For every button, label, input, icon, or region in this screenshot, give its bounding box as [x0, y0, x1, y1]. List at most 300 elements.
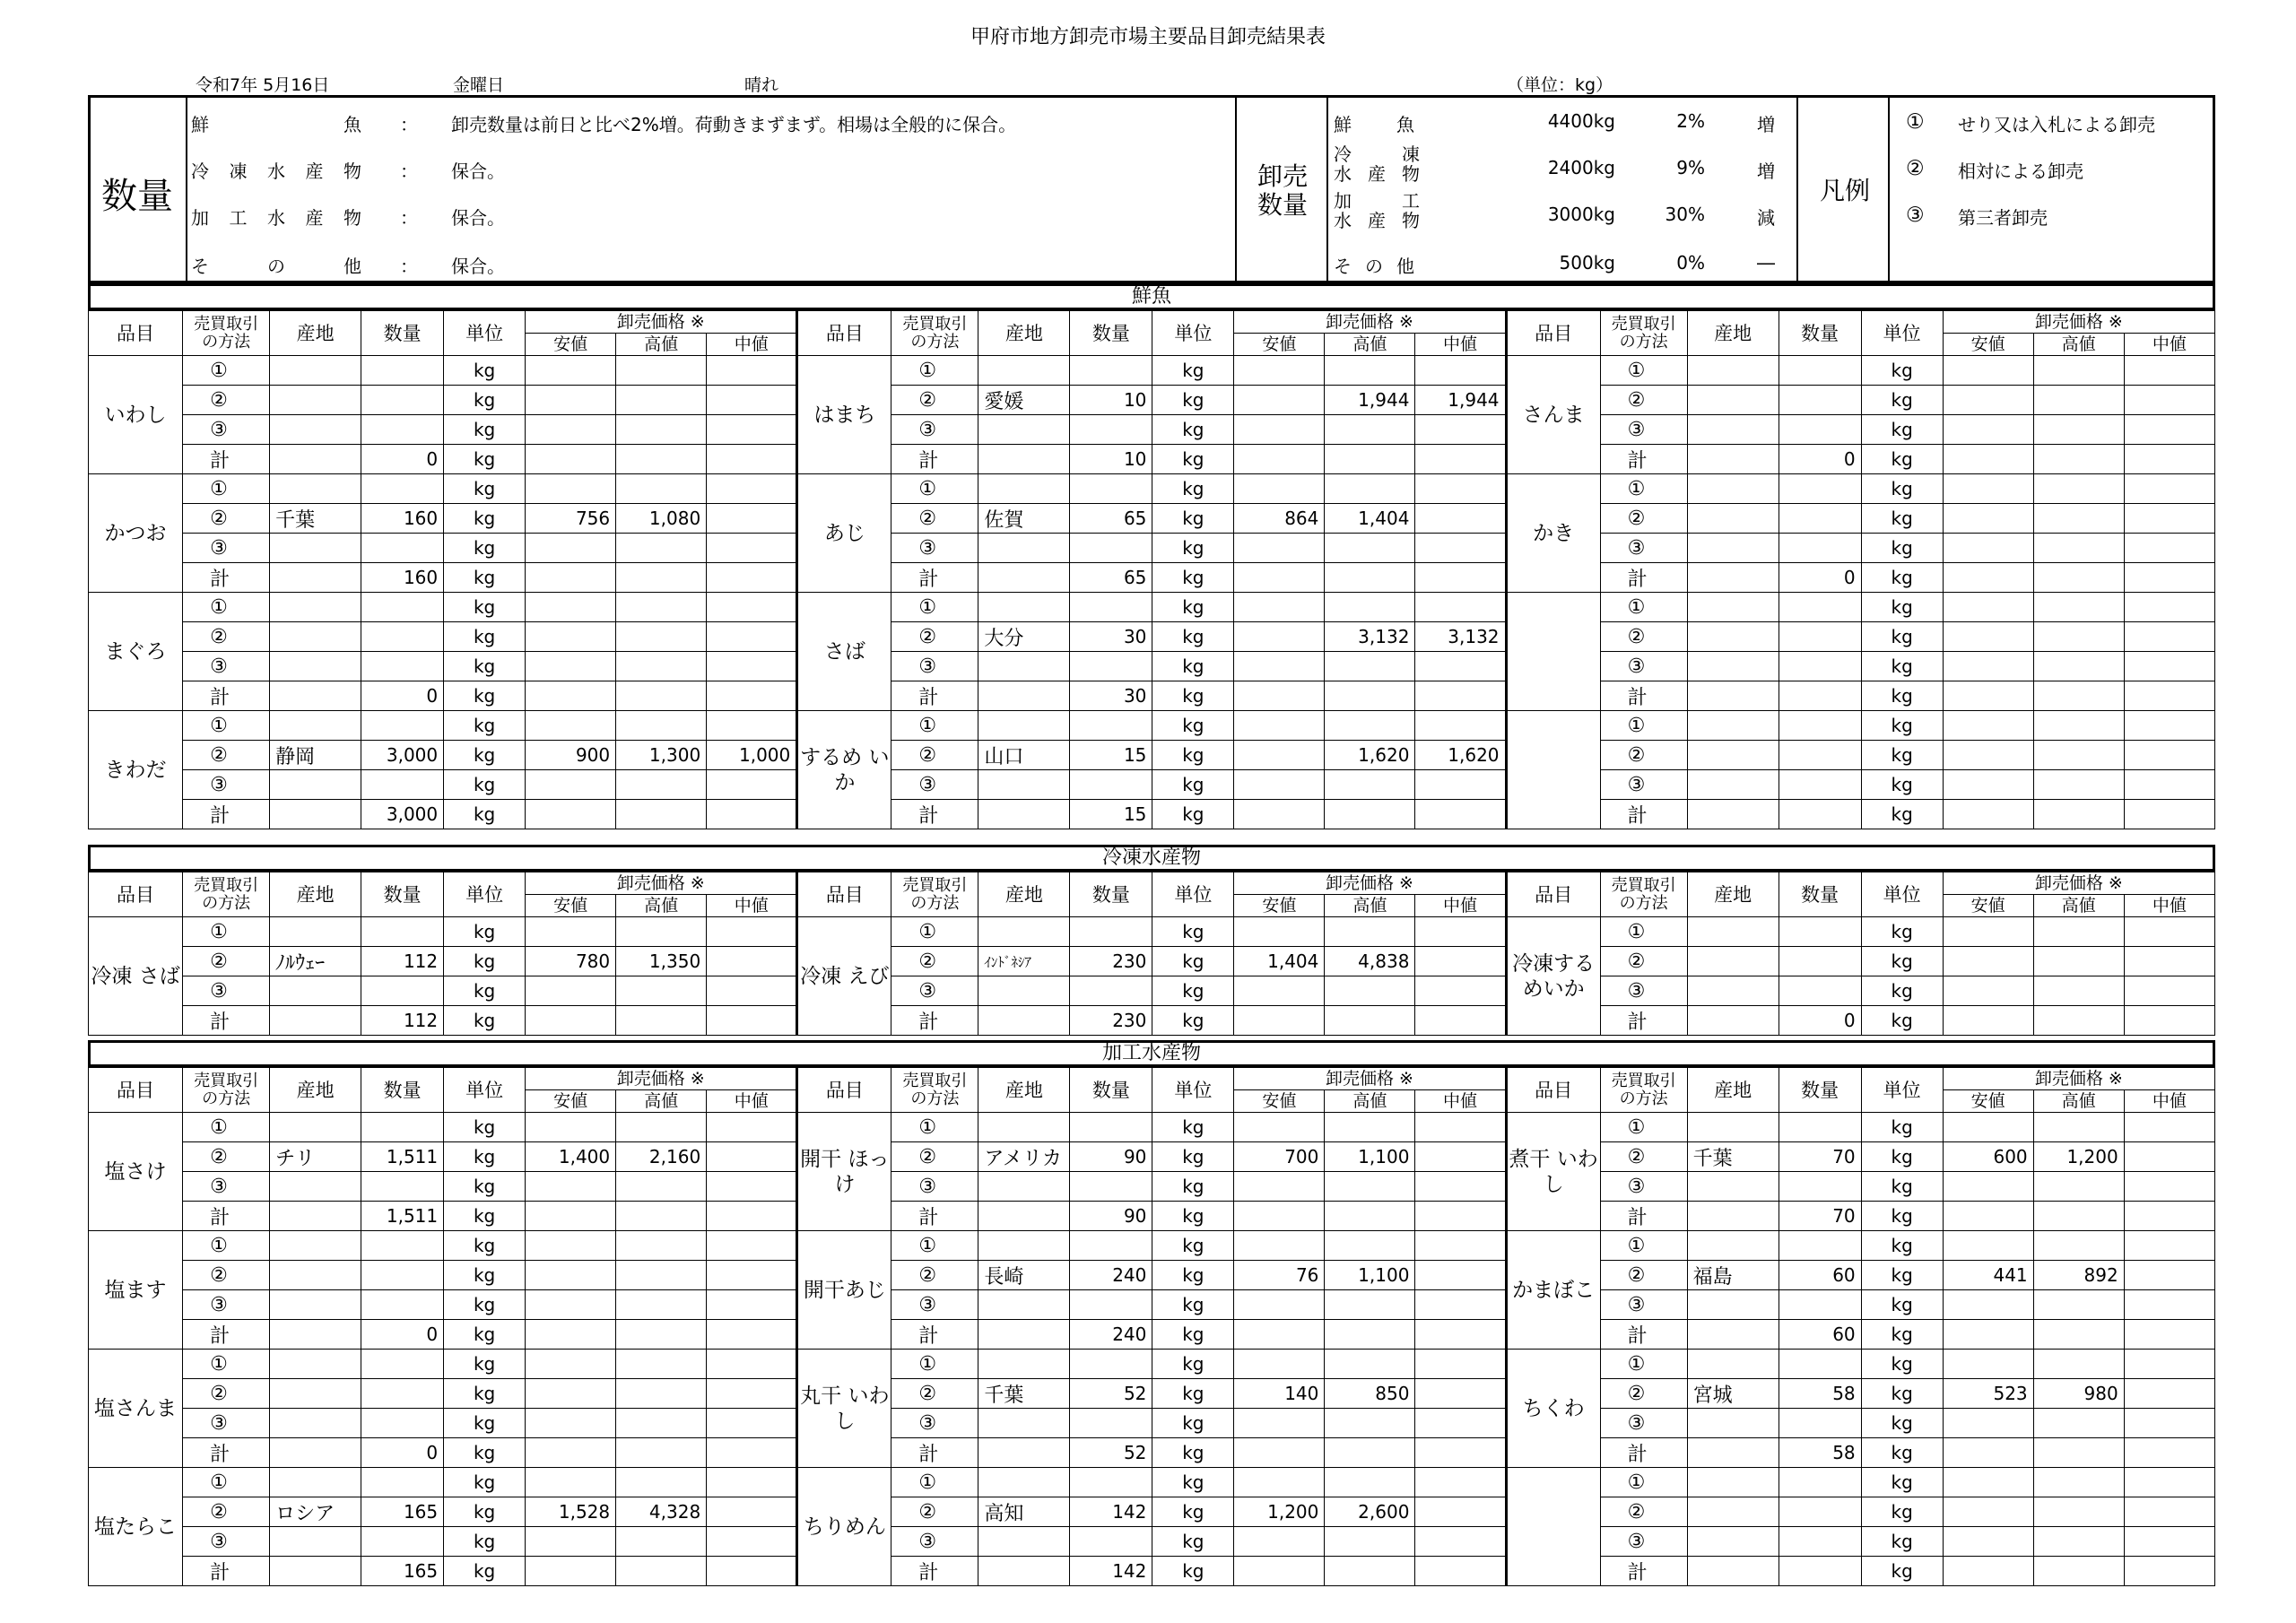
origin-cell: [270, 534, 361, 563]
unit-cell: kg: [1152, 1527, 1234, 1557]
col-header-origin: 産地: [270, 1068, 361, 1113]
low-price-cell: 864: [1234, 504, 1325, 534]
mid-price-cell: [1415, 563, 1506, 593]
qty-cell: [361, 770, 444, 800]
high-price-cell: [2033, 917, 2124, 947]
table-row: [89, 1497, 2215, 1527]
origin-cell: [270, 976, 361, 1006]
item-name: かき: [1506, 474, 1600, 593]
origin-cell: [270, 445, 361, 474]
high-price-cell: [2033, 741, 2124, 770]
item-name: 塩ます: [89, 1231, 183, 1350]
volume-qty: 500kg: [1559, 252, 1615, 273]
high-price-cell: [616, 356, 707, 386]
unit-cell: kg: [1152, 681, 1234, 711]
qty-cell: [1779, 1557, 1861, 1586]
origin-cell: [978, 1202, 1070, 1231]
low-price-cell: [1943, 711, 2033, 741]
mid-price-cell: [707, 445, 797, 474]
low-price-cell: [1234, 711, 1325, 741]
table-row: [89, 593, 2215, 622]
origin-cell: [270, 1261, 361, 1290]
qty-cell: [1779, 1290, 1861, 1320]
col-header-qty: 数量: [1779, 1068, 1861, 1113]
low-price-cell: [526, 1202, 616, 1231]
high-price-cell: [2033, 1320, 2124, 1350]
high-price-cell: [616, 1438, 707, 1468]
method-cell: 計: [891, 1557, 978, 1586]
col-header-method-label: 売買取引 の方法: [194, 314, 259, 352]
qty-cell: [1070, 356, 1152, 386]
method-cell: ②: [183, 741, 270, 770]
qty-cell: [1779, 1172, 1861, 1202]
high-price-cell: [1325, 711, 1415, 741]
qty-cell: 240: [1070, 1320, 1152, 1350]
origin-cell: 千葉: [270, 504, 361, 534]
origin-cell: [270, 711, 361, 741]
col-header-mid: 中値: [707, 1090, 797, 1113]
col-header-low: 安値: [1943, 895, 2033, 917]
qty-cell: 52: [1070, 1438, 1152, 1468]
qty-cell: 142: [1070, 1557, 1152, 1586]
low-price-cell: [526, 415, 616, 445]
low-price-cell: 140: [1234, 1379, 1325, 1409]
comment-text: 保合。: [451, 256, 505, 277]
legend-label: 凡例: [1819, 176, 1870, 205]
origin-cell: [1687, 976, 1779, 1006]
mid-price-cell: [1415, 947, 1506, 976]
table-row: [89, 356, 2215, 386]
method-cell: ③: [891, 770, 978, 800]
mid-price-cell: [1415, 976, 1506, 1006]
method-cell: 計: [891, 1320, 978, 1350]
qty-cell: [1070, 593, 1152, 622]
table-row: [89, 770, 2215, 800]
method-cell: ①: [1600, 917, 1687, 947]
method-cell: ②: [183, 386, 270, 415]
mid-price-cell: [2124, 356, 2214, 386]
column-header-row: [89, 1068, 2215, 1090]
low-price-cell: [1234, 1468, 1325, 1497]
unit-cell: kg: [444, 711, 526, 741]
origin-cell: [1687, 1290, 1779, 1320]
mid-price-cell: [2124, 800, 2214, 829]
unit-cell: kg: [1152, 1350, 1234, 1379]
method-cell: ③: [183, 415, 270, 445]
mid-price-cell: [2124, 386, 2214, 415]
frozen-table: [88, 872, 2215, 1036]
mid-price-cell: [1415, 1497, 1506, 1527]
high-price-cell: [1325, 1172, 1415, 1202]
qty-cell: [1779, 976, 1861, 1006]
col-header-low: 安値: [1234, 1090, 1325, 1113]
unit-cell: kg: [444, 1261, 526, 1290]
high-price-cell: 1,404: [1325, 504, 1415, 534]
method-cell: ②: [891, 622, 978, 652]
method-cell: ①: [1600, 1231, 1687, 1261]
low-price-cell: 756: [526, 504, 616, 534]
mid-price-cell: [1415, 1142, 1506, 1172]
item-name: さんま: [1506, 356, 1600, 474]
mid-price-cell: [1415, 1172, 1506, 1202]
low-price-cell: [1943, 504, 2033, 534]
col-header-origin: 産地: [1687, 1068, 1779, 1113]
method-cell: 計: [1600, 1557, 1687, 1586]
unit-cell: kg: [1152, 386, 1234, 415]
low-price-cell: [1943, 622, 2033, 652]
high-price-cell: [616, 622, 707, 652]
low-price-cell: [1234, 1527, 1325, 1557]
item-name: 丸干 いわし: [797, 1350, 891, 1468]
low-price-cell: [526, 474, 616, 504]
method-cell: ①: [183, 1231, 270, 1261]
unit-cell: kg: [1861, 1497, 1943, 1527]
col-header-mid: 中値: [1415, 1090, 1506, 1113]
low-price-cell: [1943, 386, 2033, 415]
method-cell: ③: [891, 976, 978, 1006]
low-price-cell: [1234, 1438, 1325, 1468]
col-header-price: 卸売価格 ※: [1234, 311, 1506, 334]
low-price-cell: [1234, 741, 1325, 770]
origin-cell: [1687, 711, 1779, 741]
low-price-cell: [1943, 474, 2033, 504]
unit-cell: kg: [1861, 917, 1943, 947]
table-row: [89, 1231, 2215, 1261]
high-price-cell: [2033, 474, 2124, 504]
high-price-cell: [1325, 917, 1415, 947]
col-header-low: 安値: [1234, 895, 1325, 917]
high-price-cell: [1325, 1006, 1415, 1036]
high-price-cell: [1325, 1527, 1415, 1557]
high-price-cell: [616, 474, 707, 504]
low-price-cell: [1234, 415, 1325, 445]
method-cell: ①: [183, 1468, 270, 1497]
low-price-cell: [526, 1409, 616, 1438]
origin-cell: [1687, 1350, 1779, 1379]
high-price-cell: [616, 1557, 707, 1586]
col-header-mid: 中値: [2124, 1090, 2214, 1113]
qty-cell: 58: [1779, 1438, 1861, 1468]
low-price-cell: [1234, 681, 1325, 711]
col-header-qty: 数量: [1070, 872, 1152, 917]
high-price-cell: [1325, 976, 1415, 1006]
high-price-cell: [616, 1006, 707, 1036]
origin-cell: [270, 622, 361, 652]
qty-cell: [361, 1468, 444, 1497]
unit-cell: kg: [444, 681, 526, 711]
method-cell: ③: [891, 1409, 978, 1438]
col-header-method: [1600, 311, 1687, 356]
qty-cell: [1779, 1113, 1861, 1142]
col-header-unit: 単位: [1152, 311, 1234, 356]
method-cell: ①: [1600, 1350, 1687, 1379]
qty-cell: [1070, 1409, 1152, 1438]
qty-cell: 90: [1070, 1202, 1152, 1231]
high-price-cell: [616, 563, 707, 593]
mid-price-cell: 1,620: [1415, 741, 1506, 770]
table-row: [89, 741, 2215, 770]
qty-cell: [1070, 1231, 1152, 1261]
mid-price-cell: [1415, 534, 1506, 563]
mid-price-cell: [1415, 770, 1506, 800]
column-header-row: [89, 311, 2215, 334]
mid-price-cell: [707, 1231, 797, 1261]
qty-cell: 0: [1779, 445, 1861, 474]
col-header-item: 品目: [797, 311, 891, 356]
method-cell: ②: [183, 504, 270, 534]
origin-cell: 山口: [978, 741, 1070, 770]
unit-cell: kg: [444, 474, 526, 504]
volume-dir: ―: [1757, 252, 1775, 273]
origin-cell: 千葉: [1687, 1142, 1779, 1172]
high-price-cell: [616, 976, 707, 1006]
qty-cell: 65: [1070, 563, 1152, 593]
low-price-cell: [1234, 445, 1325, 474]
high-price-cell: [2033, 681, 2124, 711]
qty-cell: [361, 622, 444, 652]
unit-cell: kg: [1152, 534, 1234, 563]
table-row: [89, 976, 2215, 1006]
unit-cell: kg: [444, 415, 526, 445]
unit-cell: kg: [1152, 415, 1234, 445]
method-cell: ③: [183, 652, 270, 681]
method-cell: 計: [891, 1202, 978, 1231]
high-price-cell: [2033, 652, 2124, 681]
low-price-cell: 1,528: [526, 1497, 616, 1527]
unit-cell: kg: [1152, 1172, 1234, 1202]
unit-cell: kg: [1152, 1202, 1234, 1231]
qty-cell: [1779, 1497, 1861, 1527]
origin-cell: 佐賀: [978, 504, 1070, 534]
mid-price-cell: [1415, 474, 1506, 504]
method-cell: ③: [183, 1527, 270, 1557]
volume-qty: 4400kg: [1547, 110, 1615, 132]
unit-cell: kg: [444, 1172, 526, 1202]
method-cell: 計: [1600, 1202, 1687, 1231]
unit-cell: kg: [444, 1006, 526, 1036]
qty-cell: 58: [1779, 1379, 1861, 1409]
volume-qty: 2400kg: [1547, 157, 1615, 178]
high-price-cell: [616, 1113, 707, 1142]
origin-cell: [1687, 800, 1779, 829]
unit-cell: kg: [1152, 593, 1234, 622]
low-price-cell: [1943, 1527, 2033, 1557]
mid-price-cell: [2124, 1113, 2214, 1142]
high-price-cell: [1325, 474, 1415, 504]
low-price-cell: [1943, 1438, 2033, 1468]
method-cell: ③: [891, 652, 978, 681]
origin-cell: [270, 1290, 361, 1320]
mid-price-cell: [2124, 1231, 2214, 1261]
origin-cell: [1687, 504, 1779, 534]
qty-cell: 15: [1070, 741, 1152, 770]
low-price-cell: [1234, 976, 1325, 1006]
origin-cell: [1687, 1527, 1779, 1557]
mid-price-cell: [1415, 711, 1506, 741]
unit-cell: kg: [1861, 534, 1943, 563]
method-cell: ③: [1600, 1409, 1687, 1438]
mid-price-cell: [707, 1409, 797, 1438]
unit-cell: kg: [1861, 1113, 1943, 1142]
method-cell: 計: [891, 563, 978, 593]
high-price-cell: 850: [1325, 1379, 1415, 1409]
qty-cell: 1,511: [361, 1202, 444, 1231]
method-cell: 計: [891, 1438, 978, 1468]
method-cell: ①: [183, 711, 270, 741]
qty-cell: 60: [1779, 1320, 1861, 1350]
high-price-cell: [1325, 800, 1415, 829]
high-price-cell: 2,600: [1325, 1497, 1415, 1527]
origin-cell: [270, 1409, 361, 1438]
method-cell: 計: [891, 800, 978, 829]
unit-cell: kg: [1152, 1261, 1234, 1290]
unit-cell: kg: [444, 741, 526, 770]
mid-price-cell: [707, 1497, 797, 1527]
low-price-cell: [526, 800, 616, 829]
high-price-cell: [2033, 1557, 2124, 1586]
qty-cell: [361, 474, 444, 504]
high-price-cell: [616, 1527, 707, 1557]
col-header-qty: 数量: [361, 311, 444, 356]
low-price-cell: [1234, 1006, 1325, 1036]
table-row: [89, 386, 2215, 415]
low-price-cell: [526, 1231, 616, 1261]
unit-cell: kg: [1152, 1438, 1234, 1468]
method-cell: ③: [891, 1290, 978, 1320]
low-price-cell: [1943, 563, 2033, 593]
unit-cell: kg: [1861, 976, 1943, 1006]
low-price-cell: [526, 534, 616, 563]
unit-cell: kg: [444, 1350, 526, 1379]
method-cell: ①: [891, 474, 978, 504]
item-name: [1506, 711, 1600, 829]
method-cell: ③: [1600, 1172, 1687, 1202]
high-price-cell: 1,300: [616, 741, 707, 770]
unit-cell: kg: [1861, 947, 1943, 976]
volume-cat: 加工 水産物: [1334, 190, 1420, 231]
col-header-mid: 中値: [2124, 895, 2214, 917]
origin-cell: [270, 356, 361, 386]
comment-cat: その他: [191, 256, 361, 277]
origin-cell: アメリカ: [978, 1142, 1070, 1172]
high-price-cell: [2033, 563, 2124, 593]
unit-cell: kg: [1152, 622, 1234, 652]
col-header-high: 高値: [2033, 1090, 2124, 1113]
unit-cell: kg: [1152, 976, 1234, 1006]
table-row: [89, 1468, 2215, 1497]
method-cell: 計: [183, 1006, 270, 1036]
col-header-item: 品目: [1506, 1068, 1600, 1113]
unit-cell: kg: [1152, 1231, 1234, 1261]
mid-price-cell: [2124, 1350, 2214, 1379]
origin-cell: [1687, 1172, 1779, 1202]
mid-price-cell: [2124, 593, 2214, 622]
method-cell: ②: [183, 1261, 270, 1290]
low-price-cell: [1234, 386, 1325, 415]
mid-price-cell: [707, 711, 797, 741]
low-price-cell: [1234, 1231, 1325, 1261]
col-header-mid: 中値: [1415, 895, 1506, 917]
high-price-cell: 3,132: [1325, 622, 1415, 652]
mid-price-cell: [2124, 947, 2214, 976]
low-price-cell: [526, 1320, 616, 1350]
mid-price-cell: [2124, 534, 2214, 563]
low-price-cell: [526, 1350, 616, 1379]
unit-cell: kg: [1152, 741, 1234, 770]
qty-cell: 230: [1070, 1006, 1152, 1036]
item-name: 開干 ほっけ: [797, 1113, 891, 1231]
legend-mark: ①: [1906, 110, 1925, 134]
origin-cell: [978, 534, 1070, 563]
origin-cell: [1687, 563, 1779, 593]
mid-price-cell: [2124, 415, 2214, 445]
volume-cat: その他: [1334, 256, 1414, 277]
high-price-cell: [616, 652, 707, 681]
item-name: ちりめん: [797, 1468, 891, 1586]
volume-label: 卸売 数量: [1257, 161, 1308, 220]
low-price-cell: [526, 1438, 616, 1468]
method-cell: 計: [183, 1557, 270, 1586]
qty-cell: [1779, 1409, 1861, 1438]
low-price-cell: [526, 386, 616, 415]
unit-cell: kg: [444, 622, 526, 652]
high-price-cell: 1,100: [1325, 1142, 1415, 1172]
low-price-cell: [1943, 1350, 2033, 1379]
low-price-cell: [1943, 593, 2033, 622]
unit-cell: kg: [1152, 1409, 1234, 1438]
mid-price-cell: [1415, 1261, 1506, 1290]
method-cell: 計: [891, 1006, 978, 1036]
qty-cell: [1779, 356, 1861, 386]
mid-price-cell: [2124, 1261, 2214, 1290]
high-price-cell: [616, 1231, 707, 1261]
col-header-price: 卸売価格 ※: [1943, 872, 2214, 895]
high-price-cell: 1,200: [2033, 1142, 2124, 1172]
col-header-method: [183, 1068, 270, 1113]
method-cell: 計: [1600, 445, 1687, 474]
qty-cell: [361, 976, 444, 1006]
volume-qty: 3000kg: [1547, 204, 1615, 225]
table-row: [89, 681, 2215, 711]
mid-price-cell: [1415, 917, 1506, 947]
origin-cell: [978, 474, 1070, 504]
col-header-price: 卸売価格 ※: [1234, 872, 1506, 895]
report-unit: （単位：kg）: [1507, 75, 1613, 95]
high-price-cell: [2033, 1497, 2124, 1527]
method-cell: ③: [891, 1527, 978, 1557]
mid-price-cell: [707, 1290, 797, 1320]
low-price-cell: 900: [526, 741, 616, 770]
qty-cell: [361, 1379, 444, 1409]
mid-price-cell: [1415, 1379, 1506, 1409]
table-row: [89, 1557, 2215, 1586]
col-header-origin: 産地: [270, 872, 361, 917]
qty-cell: 0: [1779, 1006, 1861, 1036]
method-cell: 計: [183, 681, 270, 711]
low-price-cell: [526, 681, 616, 711]
col-header-origin: 産地: [978, 311, 1070, 356]
low-price-cell: [1234, 593, 1325, 622]
table-row: [89, 1261, 2215, 1290]
qty-cell: [361, 1261, 444, 1290]
table-row: [89, 1290, 2215, 1320]
table-row: [89, 1142, 2215, 1172]
origin-cell: [978, 445, 1070, 474]
high-price-cell: [1325, 1320, 1415, 1350]
low-price-cell: [1234, 534, 1325, 563]
qty-cell: [1070, 652, 1152, 681]
method-cell: 計: [183, 563, 270, 593]
